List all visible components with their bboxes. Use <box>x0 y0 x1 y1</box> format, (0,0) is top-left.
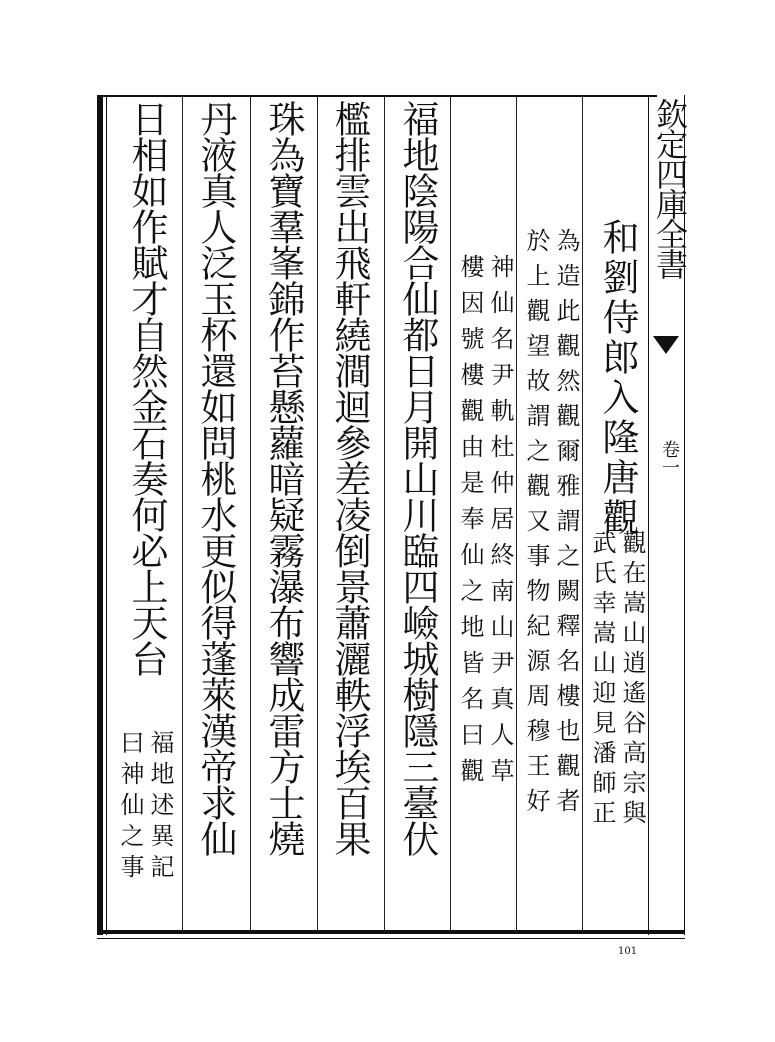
verse-col-5: 日相如作賦才自然金石奏何必上天台 <box>125 100 168 676</box>
fishtail-mark <box>653 336 679 354</box>
verse-col-2: 檻排雲出飛軒繞澗迴參差凌倒景蕭灑軼浮埃百果 <box>328 100 371 856</box>
column-rule <box>250 97 251 930</box>
verse-col-3: 珠為寶羣峯錦作苔懸蘿暗疑霧瀑布響成雷方士燒 <box>262 100 305 856</box>
frame-left-inner-rule <box>106 95 107 935</box>
column-rule <box>516 97 517 930</box>
column-rule <box>450 97 451 930</box>
column-rule <box>582 97 583 930</box>
final-note-2: 曰神仙之事 <box>116 730 144 885</box>
frame-top-rule <box>97 95 657 97</box>
collection-title: 欽定四庫全書 <box>651 98 689 278</box>
frame-bottom-inner-rule <box>97 938 685 939</box>
verse-col-4: 丹液真人泛玉杯還如問桃水更似得蓬萊漢帝求仙 <box>194 100 237 856</box>
note-col-4: 於上觀望故謂之觀又事物紀源周穆王好 <box>522 228 550 823</box>
note-col-5: 神仙名尹軌杜仲居終南山尹真人草 <box>486 254 514 794</box>
column-rule <box>384 97 385 930</box>
page-number: 101 <box>618 946 638 957</box>
verse-col-1: 福地陰陽合仙都日月開山川臨四嶮城樹隱三臺伏 <box>396 100 439 856</box>
title-note-2: 武氏幸嵩山迎見潘師正 <box>588 530 616 830</box>
poem-title: 和劉侍郎入隆唐觀 <box>596 218 639 538</box>
column-rule <box>317 97 318 930</box>
note-col-6: 樓因號樓觀由是奉仙之地皆名曰觀 <box>456 254 484 794</box>
frame-left-border <box>97 95 103 935</box>
final-note-1: 福地述異記 <box>146 730 174 885</box>
column-rule <box>182 97 183 930</box>
juan-label: 卷一 <box>659 440 680 476</box>
title-note-1: 觀在嵩山逍遙谷高宗與 <box>618 530 646 830</box>
frame-bottom-border <box>97 930 685 934</box>
note-col-3: 為造此觀然觀爾雅謂之闕釋名樓也觀者 <box>552 228 580 823</box>
